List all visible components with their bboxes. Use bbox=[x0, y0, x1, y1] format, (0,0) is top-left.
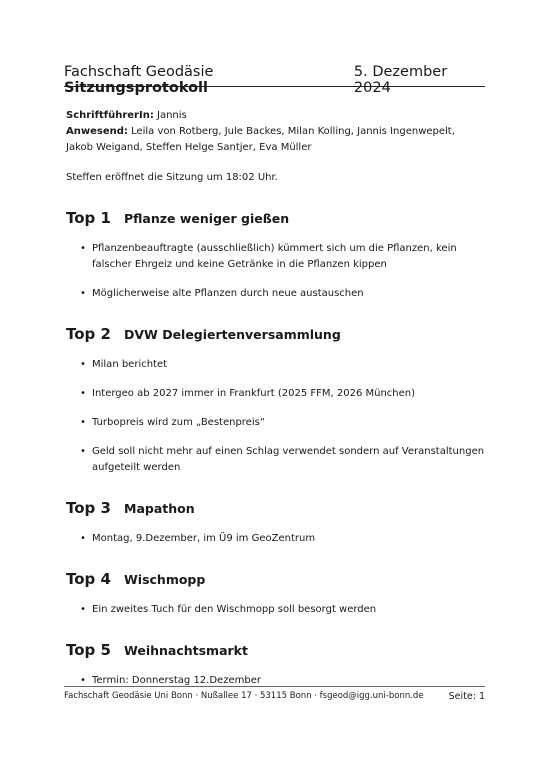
top-heading bbox=[66, 642, 485, 659]
top-number: Top 1 bbox=[66, 209, 111, 227]
page-header bbox=[64, 64, 485, 96]
top-items bbox=[66, 241, 485, 302]
top-number: Top 2 bbox=[66, 325, 111, 343]
top-items bbox=[66, 602, 485, 618]
opening-statement: Steffen eröffnet die Sitzung um 18:02 Uhr. bbox=[66, 172, 278, 183]
list-item: • Montag, 9.Dezember, im Ü9 im GeoZentrum bbox=[66, 531, 485, 547]
list-item: • Termin: Donnerstag 12.Dezember bbox=[66, 673, 485, 689]
top-number: Top 4 bbox=[66, 570, 111, 588]
top-number: Top 5 bbox=[66, 641, 111, 659]
top-number: Top 3 bbox=[66, 499, 111, 517]
top-title: DVW Delegiertenversammlung bbox=[124, 327, 341, 342]
attendees-list: Leila von Rotberg, Jule Backes, Milan Kolling, Jannis Ingenwepelt, Jakob Weigand, Steffen Helge Santjer, Eva Müller bbox=[66, 126, 455, 153]
list-item: • Milan berichtet bbox=[66, 357, 485, 373]
top-heading bbox=[66, 500, 485, 517]
writer-line bbox=[66, 108, 485, 124]
top-title: Mapathon bbox=[124, 501, 195, 516]
header-doc-type: Sitzungsprotokoll bbox=[64, 80, 208, 96]
top-heading bbox=[66, 571, 485, 588]
attendees-label: Anwesend: bbox=[66, 126, 128, 137]
top-items bbox=[66, 531, 485, 547]
list-item: • Turbopreis wird zum „Bestenpreis“ bbox=[66, 415, 485, 431]
list-item: • Pflanzenbeauftragte (ausschließlich) kümmert sich um die Pflanzen, kein falscher Ehrgeiz und keine Getränke in die Pflanzen kippen bbox=[66, 241, 485, 273]
page-footer bbox=[64, 686, 485, 702]
page-number: Seite: 1 bbox=[448, 691, 485, 702]
header-date: 5. Dezember 2024 bbox=[353, 64, 448, 96]
top-title: Pflanze weniger gießen bbox=[124, 211, 290, 226]
footer-address: Fachschaft Geodäsie Uni Bonn · Nußallee 17 · 53115 Bonn · fsgeod@igg.uni-bonn.de bbox=[64, 691, 424, 701]
top-items bbox=[66, 357, 485, 476]
top-title: Weihnachtsmarkt bbox=[124, 643, 248, 658]
list-item: • Intergeo ab 2027 immer in Frankfurt (2025 FFM, 2026 München) bbox=[66, 386, 485, 402]
attendees-line bbox=[66, 124, 485, 156]
top-title: Wischmopp bbox=[124, 572, 206, 587]
top-heading bbox=[66, 210, 485, 227]
list-item: • Ein zweites Tuch für den Wischmopp soll besorgt werden bbox=[66, 602, 485, 618]
header-title bbox=[64, 64, 354, 96]
writer-label: SchriftführerIn: bbox=[66, 110, 154, 121]
document-body bbox=[66, 108, 485, 689]
writer-name: Jannis bbox=[157, 110, 187, 121]
list-item: • Möglicherweise alte Pflanzen durch neue austauschen bbox=[66, 286, 485, 302]
top-heading bbox=[66, 326, 485, 343]
header-org: Fachschaft Geodäsie bbox=[64, 64, 214, 80]
list-item: • Geld soll nicht mehr auf einen Schlag verwendet sondern auf Veranstaltungen aufgeteilt werden bbox=[66, 444, 485, 476]
